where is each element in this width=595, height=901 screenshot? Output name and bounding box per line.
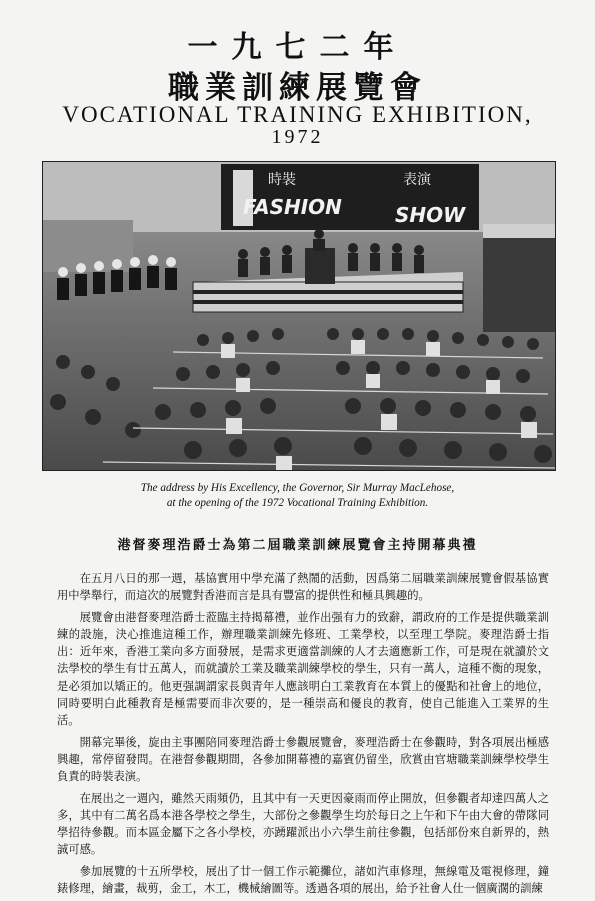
- opening-ceremony-photo: [42, 161, 556, 471]
- paragraph: 在五月八日的那一週，基協實用中學充滿了熱鬧的活動，因爲第二屆職業訓練展覽會假基協實用中學舉行，而這次的展覽對香港而言是具有豐富的提供性和極具興趣的。: [57, 572, 549, 603]
- exhibition-year-english: 1972: [271, 126, 324, 148]
- photo-caption-english-line1: The address by His Excellency, the Governor, Sir Murray MacLehose,: [140, 482, 455, 494]
- year-title-chinese: 一九七二年: [187, 30, 408, 65]
- banner-text-cn-left: 時裝: [268, 172, 296, 188]
- exhibition-title-english: VOCATIONAL TRAINING EXHIBITION,: [62, 102, 533, 127]
- paragraph: 在展出之一週內，雖然天雨頻仍，且其中有一天更因豪雨而停止開放，但參觀者却達四萬人之多，其中有二萬名爲本港各學校之學生，大部份之參觀學生均於每日之上午和下午由大會的帶隊同學招待參觀。而本區金屬下之各小學校，亦踴躍派出小六學生前往參觀，包括部份來自新界的，熱誠可感。: [57, 791, 549, 857]
- photo-caption-english-line2: at the opening of the 1972 Vocational Training Exhibition.: [166, 497, 429, 509]
- paragraph: 參加展覽的十五所學校，展出了廿一個工作示範攤位，諸如汽車修理，無線電及電視修理，鐘錶修理，繪畫，裁剪，金工，木工，機械繪圖等。透過各項的展出，給予社會人仕一個廣濶的訓練: [57, 864, 549, 896]
- banner-text-en-right: SHOW: [395, 203, 466, 227]
- paragraph: 展覽會由港督麥理浩爵士蒞臨主持揭幕禮，並作出强有力的致辭，謂政府的工作是提供職業訓練的設施，決心推進這種工作，辦理職業訓練先修班、工業學校，以至理工學院。麥理浩爵士指出：近年來，香港工業向多方面發展，是需求更適當訓練的人才去適應新工作，可是現在就讀於文法學校的學生有廿五萬人，而就讀於工業及職業訓練學校的學生，只有一萬人，這種不衡的現象，是必須加以矯正的。他更强調謂家長與青年人應該明白工業教育在本質上的優點和社會上的地位，同時要明白此種教育是極需要而非次要的，是一種崇高和優良的教育，使自己能進入工業界的生活。: [57, 610, 549, 728]
- photo-caption-chinese: 港督麥理浩爵士為第二屆職業訓練展覽會主持開幕典禮: [117, 538, 478, 553]
- paragraph: 開幕完畢後，旋由主事團陪同麥理浩爵士參觀展覽會，麥理浩爵士在參觀時，對各項展出極感興趣，常停留發問。在港督參觀期間，各參加開幕禮的嘉賓仍留坐，欣賞由官塘職業訓練學校學生負責的時裝表演。: [57, 735, 549, 784]
- banner-text-cn-right: 表演: [403, 172, 431, 188]
- article-body: [57, 570, 549, 901]
- exhibition-title-chinese: 職業訓練展覽會: [168, 70, 427, 106]
- banner-text-en-left: FASHION: [243, 195, 342, 219]
